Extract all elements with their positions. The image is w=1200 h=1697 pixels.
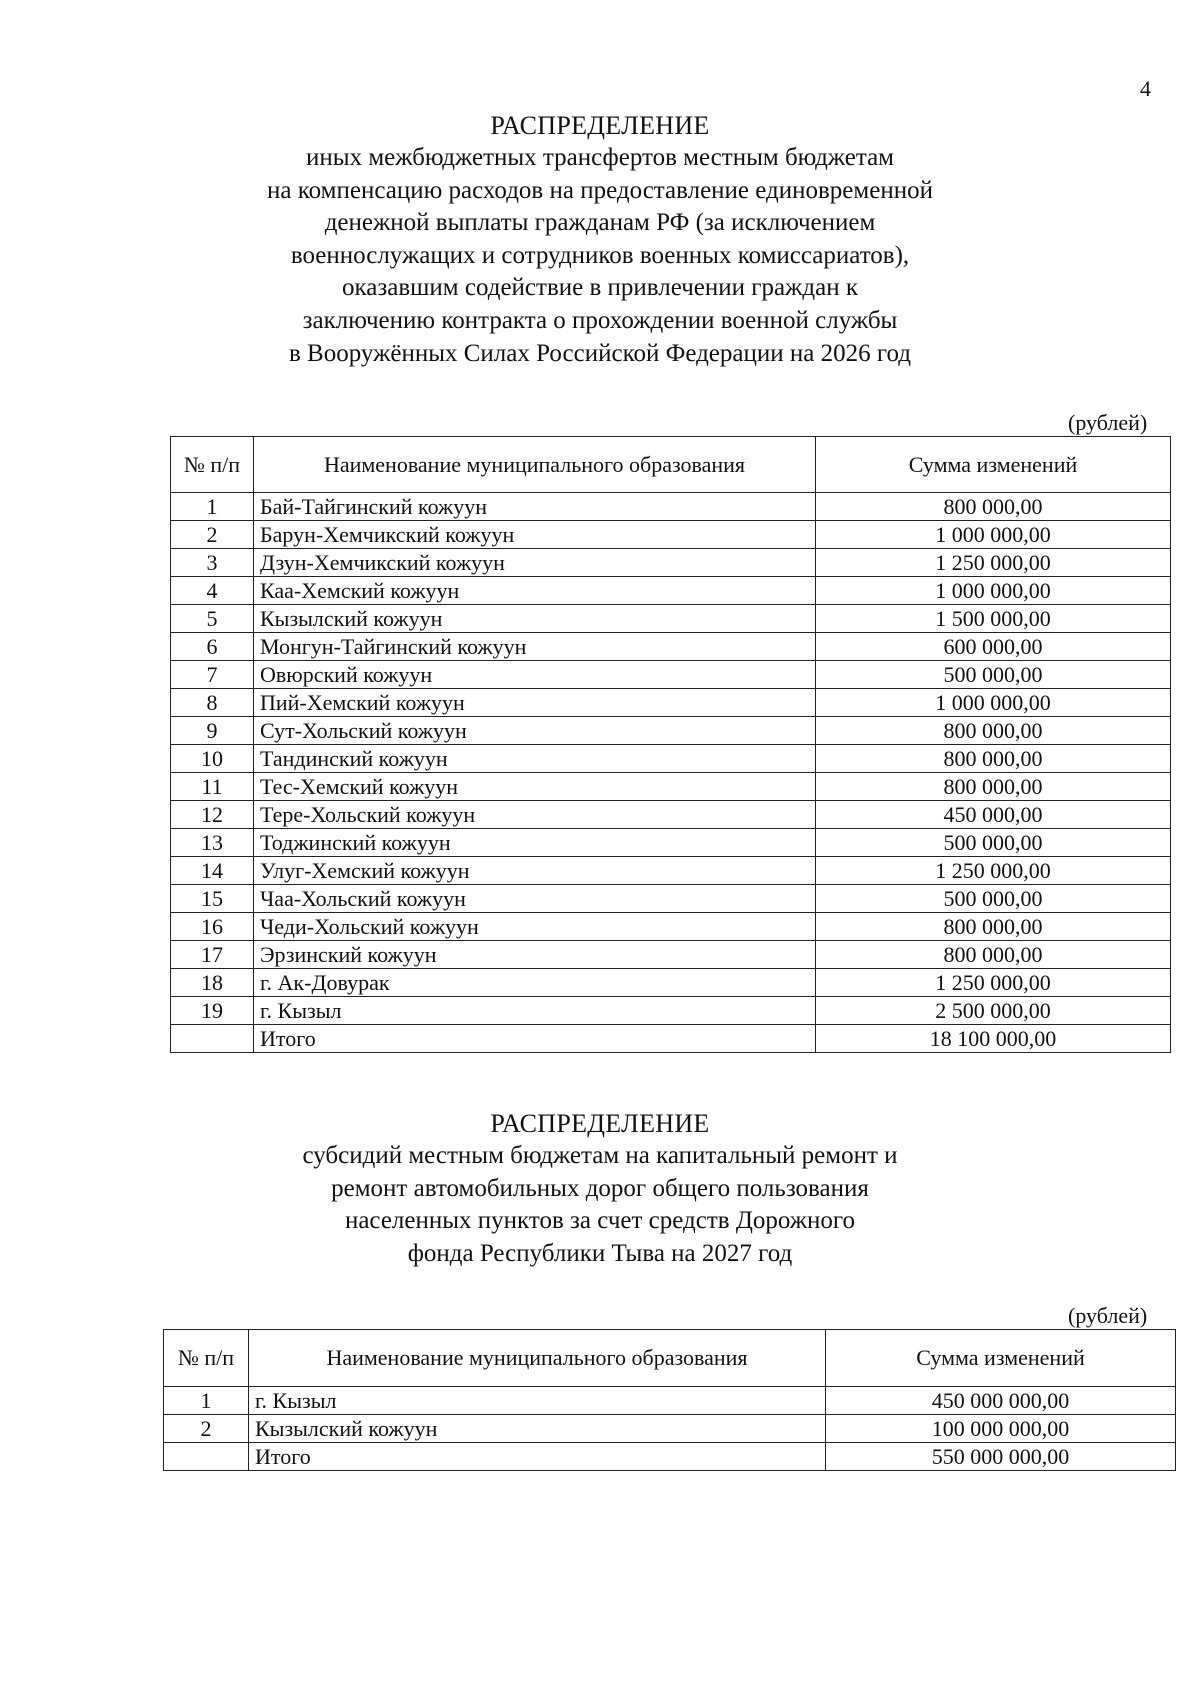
section1-subtitle-line: денежной выплаты гражданам РФ (за исключением <box>324 209 876 237</box>
cell-sum: 1 250 000,00 <box>816 857 1171 885</box>
table-row <box>171 661 1171 689</box>
table-total-row <box>164 1443 1176 1471</box>
cell-name: Чаа-Хольский кожуун <box>254 885 816 913</box>
cell-sum: 600 000,00 <box>816 633 1171 661</box>
header-name: Наименование муниципального образования <box>254 437 816 493</box>
cell-num: 1 <box>164 1387 249 1415</box>
cell-num: 2 <box>171 521 254 549</box>
section1-subtitle-line: на компенсацию расходов на предоставление единовременной <box>267 176 933 204</box>
cell-name: Тере-Хольский кожуун <box>254 801 816 829</box>
header-num: № п/п <box>164 1330 249 1387</box>
cell-num: 7 <box>171 661 254 689</box>
table-row <box>171 773 1171 801</box>
cell-num: 3 <box>171 549 254 577</box>
cell-name: Тандинский кожуун <box>254 745 816 773</box>
table-row <box>171 801 1171 829</box>
section1-title: РАСПРЕДЕЛЕНИЕ <box>490 111 710 140</box>
table-row <box>171 549 1171 577</box>
section2-subtitle-line: населенных пунктов за счет средств Дорожного <box>344 1207 856 1235</box>
table-row <box>171 493 1171 521</box>
cell-sum: 2 500 000,00 <box>816 997 1171 1025</box>
cell-num: 15 <box>171 885 254 913</box>
cell-num: 12 <box>171 801 254 829</box>
cell-sum: 100 000 000,00 <box>826 1415 1176 1443</box>
section1-unit-label: (рублей) <box>1068 410 1148 435</box>
cell-sum: 500 000,00 <box>816 885 1171 913</box>
table-row <box>171 633 1171 661</box>
cell-sum: 18 100 000,00 <box>816 1025 1171 1053</box>
cell-num: 11 <box>171 773 254 801</box>
table-row <box>171 521 1171 549</box>
cell-name: Эрзинский кожуун <box>254 941 816 969</box>
cell-name: г. Ак-Довурак <box>254 969 816 997</box>
cell-name: Кызылский кожуун <box>254 605 816 633</box>
cell-sum: 800 000,00 <box>816 717 1171 745</box>
table-row <box>171 605 1171 633</box>
cell-name: Сут-Хольский кожуун <box>254 717 816 745</box>
section1-heading <box>0 110 1200 370</box>
section1-table <box>170 436 1171 1053</box>
section2-table-body <box>164 1387 1176 1471</box>
cell-sum: 800 000,00 <box>816 493 1171 521</box>
table-total-row <box>171 1025 1171 1053</box>
section2-subtitle-line: ремонт автомобильных дорог общего пользования <box>331 1174 869 1202</box>
cell-name: Чеди-Хольский кожуун <box>254 913 816 941</box>
cell-num: 18 <box>171 969 254 997</box>
cell-sum: 1 000 000,00 <box>816 689 1171 717</box>
table-header-row <box>164 1330 1176 1387</box>
cell-num: 13 <box>171 829 254 857</box>
cell-sum: 800 000,00 <box>816 941 1171 969</box>
cell-sum: 550 000 000,00 <box>826 1443 1176 1471</box>
section1-subtitle-line: иных межбюджетных трансфертов местным бюджетам <box>306 144 894 171</box>
cell-name: Тес-Хемский кожуун <box>254 773 816 801</box>
table-row <box>164 1387 1176 1415</box>
cell-num: 6 <box>171 633 254 661</box>
cell-sum: 500 000,00 <box>816 829 1171 857</box>
section2-table <box>163 1329 1176 1471</box>
cell-name: Кызылский кожуун <box>249 1415 826 1443</box>
cell-sum: 1 250 000,00 <box>816 969 1171 997</box>
cell-num: 16 <box>171 913 254 941</box>
cell-name: Итого <box>249 1443 826 1471</box>
cell-num: 19 <box>171 997 254 1025</box>
cell-sum: 1 250 000,00 <box>816 549 1171 577</box>
header-num: № п/п <box>171 437 254 493</box>
cell-sum: 800 000,00 <box>816 745 1171 773</box>
cell-sum: 1 000 000,00 <box>816 577 1171 605</box>
cell-name: Пий-Хемский кожуун <box>254 689 816 717</box>
header-sum: Сумма изменений <box>826 1330 1176 1387</box>
header-sum: Сумма изменений <box>816 437 1171 493</box>
cell-num: 5 <box>171 605 254 633</box>
section1-table-body <box>171 493 1171 1053</box>
cell-num: 1 <box>171 493 254 521</box>
cell-num: 10 <box>171 745 254 773</box>
section1-subtitle-line: военнослужащих и сотрудников военных комиссариатов), <box>290 241 910 269</box>
section1-subtitle-line: в Вооружённых Силах Российской Федерации на 2026 год <box>289 339 911 367</box>
cell-sum: 800 000,00 <box>816 773 1171 801</box>
section2-subtitle-line: фонда Республики Тыва на 2027 год <box>407 1239 793 1267</box>
table-row <box>171 941 1171 969</box>
cell-sum: 450 000 000,00 <box>826 1387 1176 1415</box>
cell-num: 9 <box>171 717 254 745</box>
cell-name: Барун-Хемчикский кожуун <box>254 521 816 549</box>
section2-unit-label: (рублей) <box>1068 1303 1148 1328</box>
cell-num: 17 <box>171 941 254 969</box>
table-row <box>171 857 1171 885</box>
cell-num: 14 <box>171 857 254 885</box>
cell-sum: 800 000,00 <box>816 913 1171 941</box>
section1-subtitle-line: заключению контракта о прохождении военной службы <box>302 306 898 334</box>
cell-name: Улуг-Хемский кожуун <box>254 857 816 885</box>
cell-num: 8 <box>171 689 254 717</box>
page-number: 4 <box>1140 76 1151 101</box>
table-row <box>171 717 1171 745</box>
cell-sum: 450 000,00 <box>816 801 1171 829</box>
table-row <box>171 997 1171 1025</box>
cell-sum: 500 000,00 <box>816 661 1171 689</box>
cell-name: Каа-Хемский кожуун <box>254 577 816 605</box>
table-header-row <box>171 437 1171 493</box>
table-row <box>171 913 1171 941</box>
section2-heading <box>0 1108 1200 1270</box>
cell-sum: 1 500 000,00 <box>816 605 1171 633</box>
cell-num: 2 <box>164 1415 249 1443</box>
section2-subtitle-line: субсидий местным бюджетам на капитальный ремонт и <box>302 1142 898 1169</box>
table-row <box>171 689 1171 717</box>
cell-name: Тоджинский кожуун <box>254 829 816 857</box>
cell-name: Монгун-Тайгинский кожуун <box>254 633 816 661</box>
table-row <box>171 829 1171 857</box>
cell-sum: 1 000 000,00 <box>816 521 1171 549</box>
section2-title: РАСПРЕДЕЛЕНИЕ <box>490 1109 710 1138</box>
cell-name: г. Кызыл <box>254 997 816 1025</box>
table-row <box>171 577 1171 605</box>
cell-num <box>164 1443 249 1471</box>
table-row <box>171 745 1171 773</box>
cell-num <box>171 1025 254 1053</box>
cell-num: 4 <box>171 577 254 605</box>
cell-name: Овюрский кожуун <box>254 661 816 689</box>
cell-name: г. Кызыл <box>249 1387 826 1415</box>
table-row <box>164 1415 1176 1443</box>
table-row <box>171 885 1171 913</box>
section1-subtitle-line: оказавшим содействие в привлечении граждан к <box>342 274 858 302</box>
cell-name: Дзун-Хемчикский кожуун <box>254 549 816 577</box>
header-name: Наименование муниципального образования <box>249 1330 826 1387</box>
cell-name: Бай-Тайгинский кожуун <box>254 493 816 521</box>
cell-name: Итого <box>254 1025 816 1053</box>
table-row <box>171 969 1171 997</box>
